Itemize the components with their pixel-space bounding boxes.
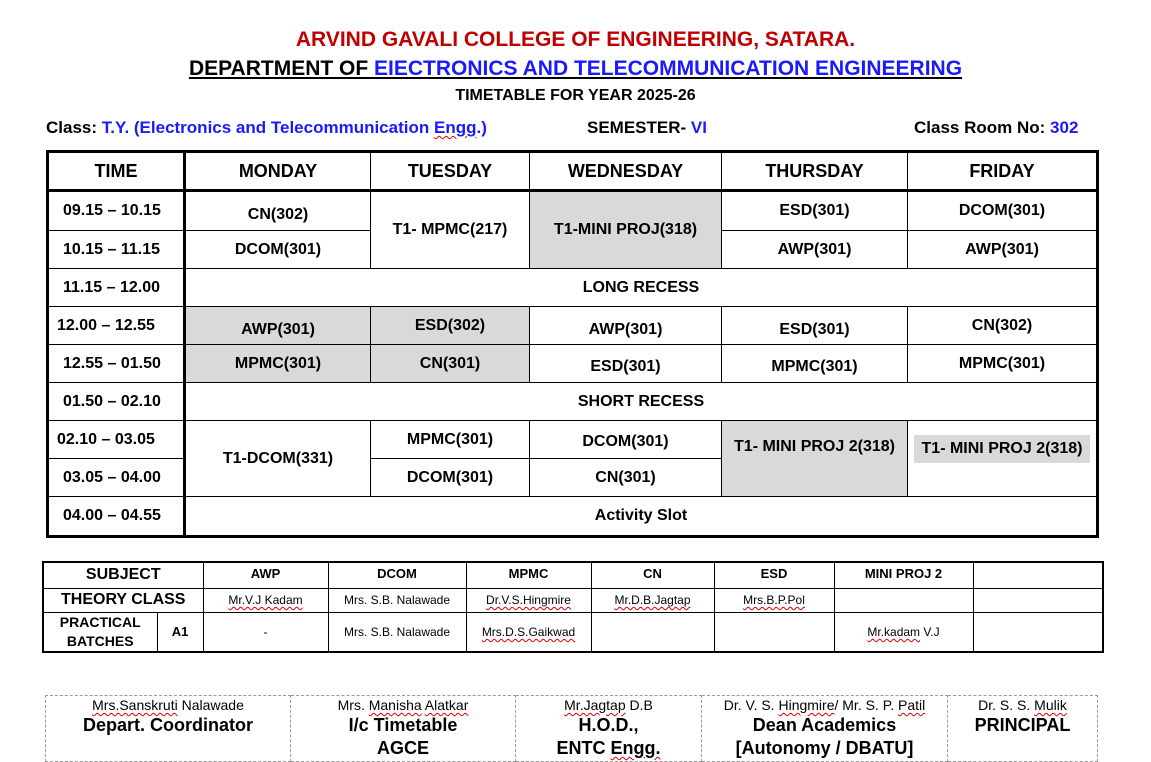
room-info <box>914 118 1078 138</box>
room-value: 302 <box>1050 118 1079 137</box>
time-slot: 04.00 – 04.55 <box>48 497 185 537</box>
short-recess: SHORT RECESS <box>185 383 1098 421</box>
batch-label: A1 <box>157 612 203 652</box>
theory-faculty <box>714 588 834 612</box>
time-slot: 02.10 – 03.05 <box>48 421 185 459</box>
class-value-end: .) <box>476 118 487 137</box>
signatory-role <box>517 737 700 760</box>
class-value-text: T.Y. (Electronics and Telecommunication <box>101 118 434 137</box>
header-monday: MONDAY <box>185 152 371 191</box>
department-name: EIECTRONICS AND TELECOMMUNICATION ENGINEERING <box>374 57 963 80</box>
subject-faculty-table <box>42 561 1104 653</box>
practical-faculty <box>466 612 591 652</box>
header-wednesday: WEDNESDAY <box>530 152 722 191</box>
timetable-header-row <box>48 152 1098 191</box>
signatory-role: AGCE <box>376 738 429 758</box>
signatory-role: PRINCIPAL <box>974 715 1071 735</box>
time-slot: 10.15 – 11.15 <box>48 231 185 269</box>
time-slot: 12.00 – 12.55 <box>48 307 185 345</box>
semester-label: SEMESTER- <box>587 118 687 137</box>
signatory-name <box>517 697 700 714</box>
slot-monday: CN(302) <box>185 191 371 231</box>
time-slot: 09.15 – 10.15 <box>48 191 185 231</box>
name-part: Patil <box>898 697 926 713</box>
signature-hod <box>516 696 702 762</box>
signatory-name <box>47 697 289 714</box>
slot-tuesday: CN(301) <box>371 345 530 383</box>
timetable-row <box>48 383 1098 421</box>
role-part: Engg. <box>610 738 661 758</box>
activity-slot: Activity Slot <box>185 497 1098 537</box>
theory-label: THEORY CLASS <box>43 588 203 612</box>
role-part: ENTC <box>556 738 611 758</box>
name-part: Manisha <box>368 697 422 713</box>
timetable-row <box>48 307 1098 345</box>
slot-friday: AWP(301) <box>908 231 1098 269</box>
slot-monday: MPMC(301) <box>185 345 371 383</box>
faculty-name: Mr.kadam <box>867 624 921 639</box>
class-value <box>102 118 487 137</box>
faculty-name: Mrs.B.P.Pol <box>743 593 805 607</box>
subject-name: ESD <box>714 562 834 588</box>
practical-label: PRACTICAL BATCHES <box>43 612 157 652</box>
timetable-year-title: TIMETABLE FOR YEAR 2025-26 <box>455 87 696 104</box>
slot-thursday <box>722 421 908 497</box>
name-part: Mrs.Sanskruti <box>92 697 178 713</box>
slot-friday: MPMC(301) <box>908 345 1098 383</box>
slot-thursday-text: T1- MINI PROJ 2(318) <box>734 438 895 455</box>
slot-friday-text: T1- MINI PROJ 2(318) <box>914 435 1090 463</box>
header-tuesday: TUESDAY <box>371 152 530 191</box>
name-part: / Mr. S. P. <box>834 697 899 713</box>
theory-faculty <box>466 588 591 612</box>
time-slot: 12.55 – 01.50 <box>48 345 185 383</box>
header-time: TIME <box>48 152 185 191</box>
name-part: Mulik <box>1034 697 1067 713</box>
theory-faculty: Mrs. S.B. Nalawade <box>328 588 466 612</box>
long-recess: LONG RECESS <box>185 269 1098 307</box>
department-prefix: DEPARTMENT OF <box>188 57 375 80</box>
theory-faculty <box>203 588 328 612</box>
timetable-row <box>48 269 1098 307</box>
subject-label: SUBJECT <box>43 562 203 588</box>
theory-faculty <box>591 588 714 612</box>
name-part: Mr.Jagtap <box>564 697 626 713</box>
timetable-row <box>48 497 1098 537</box>
practical-empty-cell <box>973 612 1103 652</box>
slot-wednesday: AWP(301) <box>530 307 722 345</box>
subject-name: CN <box>591 562 714 588</box>
signature-dean <box>702 696 948 762</box>
department-title <box>0 57 1151 81</box>
signatory-role: I/c Timetable <box>348 715 458 735</box>
slot-monday: AWP(301) <box>185 307 371 345</box>
slot-monday: DCOM(301) <box>185 231 371 269</box>
slot-friday <box>908 421 1098 497</box>
practical-faculty-empty <box>591 612 714 652</box>
name-part: Dr. S. S. <box>978 697 1035 713</box>
signature-timetable-incharge <box>291 696 516 762</box>
faculty-name: Dr.V.S.Hingmire <box>486 593 571 607</box>
signature-principal <box>948 696 1098 762</box>
signatory-role: Dean Academics <box>752 715 897 735</box>
faculty-name: Mr.D.B.Jagtap <box>614 593 691 607</box>
subject-row <box>43 562 1103 588</box>
name-part: D.B <box>625 697 653 713</box>
slot-friday: CN(302) <box>908 307 1098 345</box>
theory-empty-cell <box>973 588 1103 612</box>
name-part: Dr. V. S. <box>723 697 779 713</box>
signatory-name <box>292 697 514 714</box>
slot-wednesday: T1-MINI PROJ(318) <box>530 191 722 269</box>
faculty-initials: V.J <box>920 624 940 639</box>
theory-row <box>43 588 1103 612</box>
slot-wednesday: DCOM(301) <box>530 421 722 459</box>
signatory-name <box>949 697 1096 714</box>
signatory-role: Depart. Coordinator <box>82 715 253 735</box>
time-slot: 01.50 – 02.10 <box>48 383 185 421</box>
class-value-engg: Engg <box>433 118 477 137</box>
subject-name: MINI PROJ 2 <box>834 562 973 588</box>
class-info <box>46 118 487 138</box>
practical-faculty: Mrs. S.B. Nalawade <box>328 612 466 652</box>
slot-wednesday: ESD(301) <box>530 345 722 383</box>
subject-name: AWP <box>203 562 328 588</box>
slot-tuesday: T1- MPMC(217) <box>371 191 530 269</box>
semester-value: VI <box>690 118 707 137</box>
signature-block <box>45 695 1098 762</box>
semester-info <box>587 118 707 138</box>
name-part: Mrs. <box>337 697 369 713</box>
time-slot: 11.15 – 12.00 <box>48 269 185 307</box>
slot-tuesday: DCOM(301) <box>371 459 530 497</box>
header-friday: FRIDAY <box>908 152 1098 191</box>
subject-empty-cell <box>973 562 1103 588</box>
subject-name: DCOM <box>328 562 466 588</box>
name-part: Alatkar <box>424 697 469 713</box>
practical-row <box>43 612 1103 652</box>
slot-thursday: AWP(301) <box>722 231 908 269</box>
practical-faculty <box>834 612 973 652</box>
slot-thursday: ESD(301) <box>722 307 908 345</box>
timetable-row <box>48 191 1098 231</box>
faculty-name: Mrs.D.S.Gaikwad <box>481 624 576 639</box>
timetable <box>46 150 1099 538</box>
timetable-row <box>48 345 1098 383</box>
signatory-role: H.O.D., <box>578 715 639 735</box>
class-label: Class: <box>46 118 98 137</box>
faculty-name: Mr.V.J Kadam <box>228 593 303 607</box>
header-thursday: THURSDAY <box>722 152 908 191</box>
signatory-name <box>703 697 946 714</box>
college-name: ARVIND GAVALI COLLEGE OF ENGINEERING, SATARA. <box>295 28 856 51</box>
room-label: Class Room No: <box>914 118 1046 137</box>
slot-monday: T1-DCOM(331) <box>185 421 371 497</box>
signature-coordinator <box>46 696 291 762</box>
slot-wednesday: CN(301) <box>530 459 722 497</box>
theory-faculty-empty <box>834 588 973 612</box>
practical-faculty-empty <box>714 612 834 652</box>
name-part: Nalawade <box>177 697 244 713</box>
slot-tuesday: ESD(302) <box>371 307 530 345</box>
signatory-role: [Autonomy / DBATU] <box>735 738 914 758</box>
name-part: Hingmire <box>778 697 835 713</box>
slot-thursday: MPMC(301) <box>722 345 908 383</box>
practical-faculty: - <box>203 612 328 652</box>
slot-tuesday: MPMC(301) <box>371 421 530 459</box>
subject-name: MPMC <box>466 562 591 588</box>
slot-friday: DCOM(301) <box>908 191 1098 231</box>
time-slot: 03.05 – 04.00 <box>48 459 185 497</box>
slot-thursday: ESD(301) <box>722 191 908 231</box>
timetable-row <box>48 421 1098 459</box>
